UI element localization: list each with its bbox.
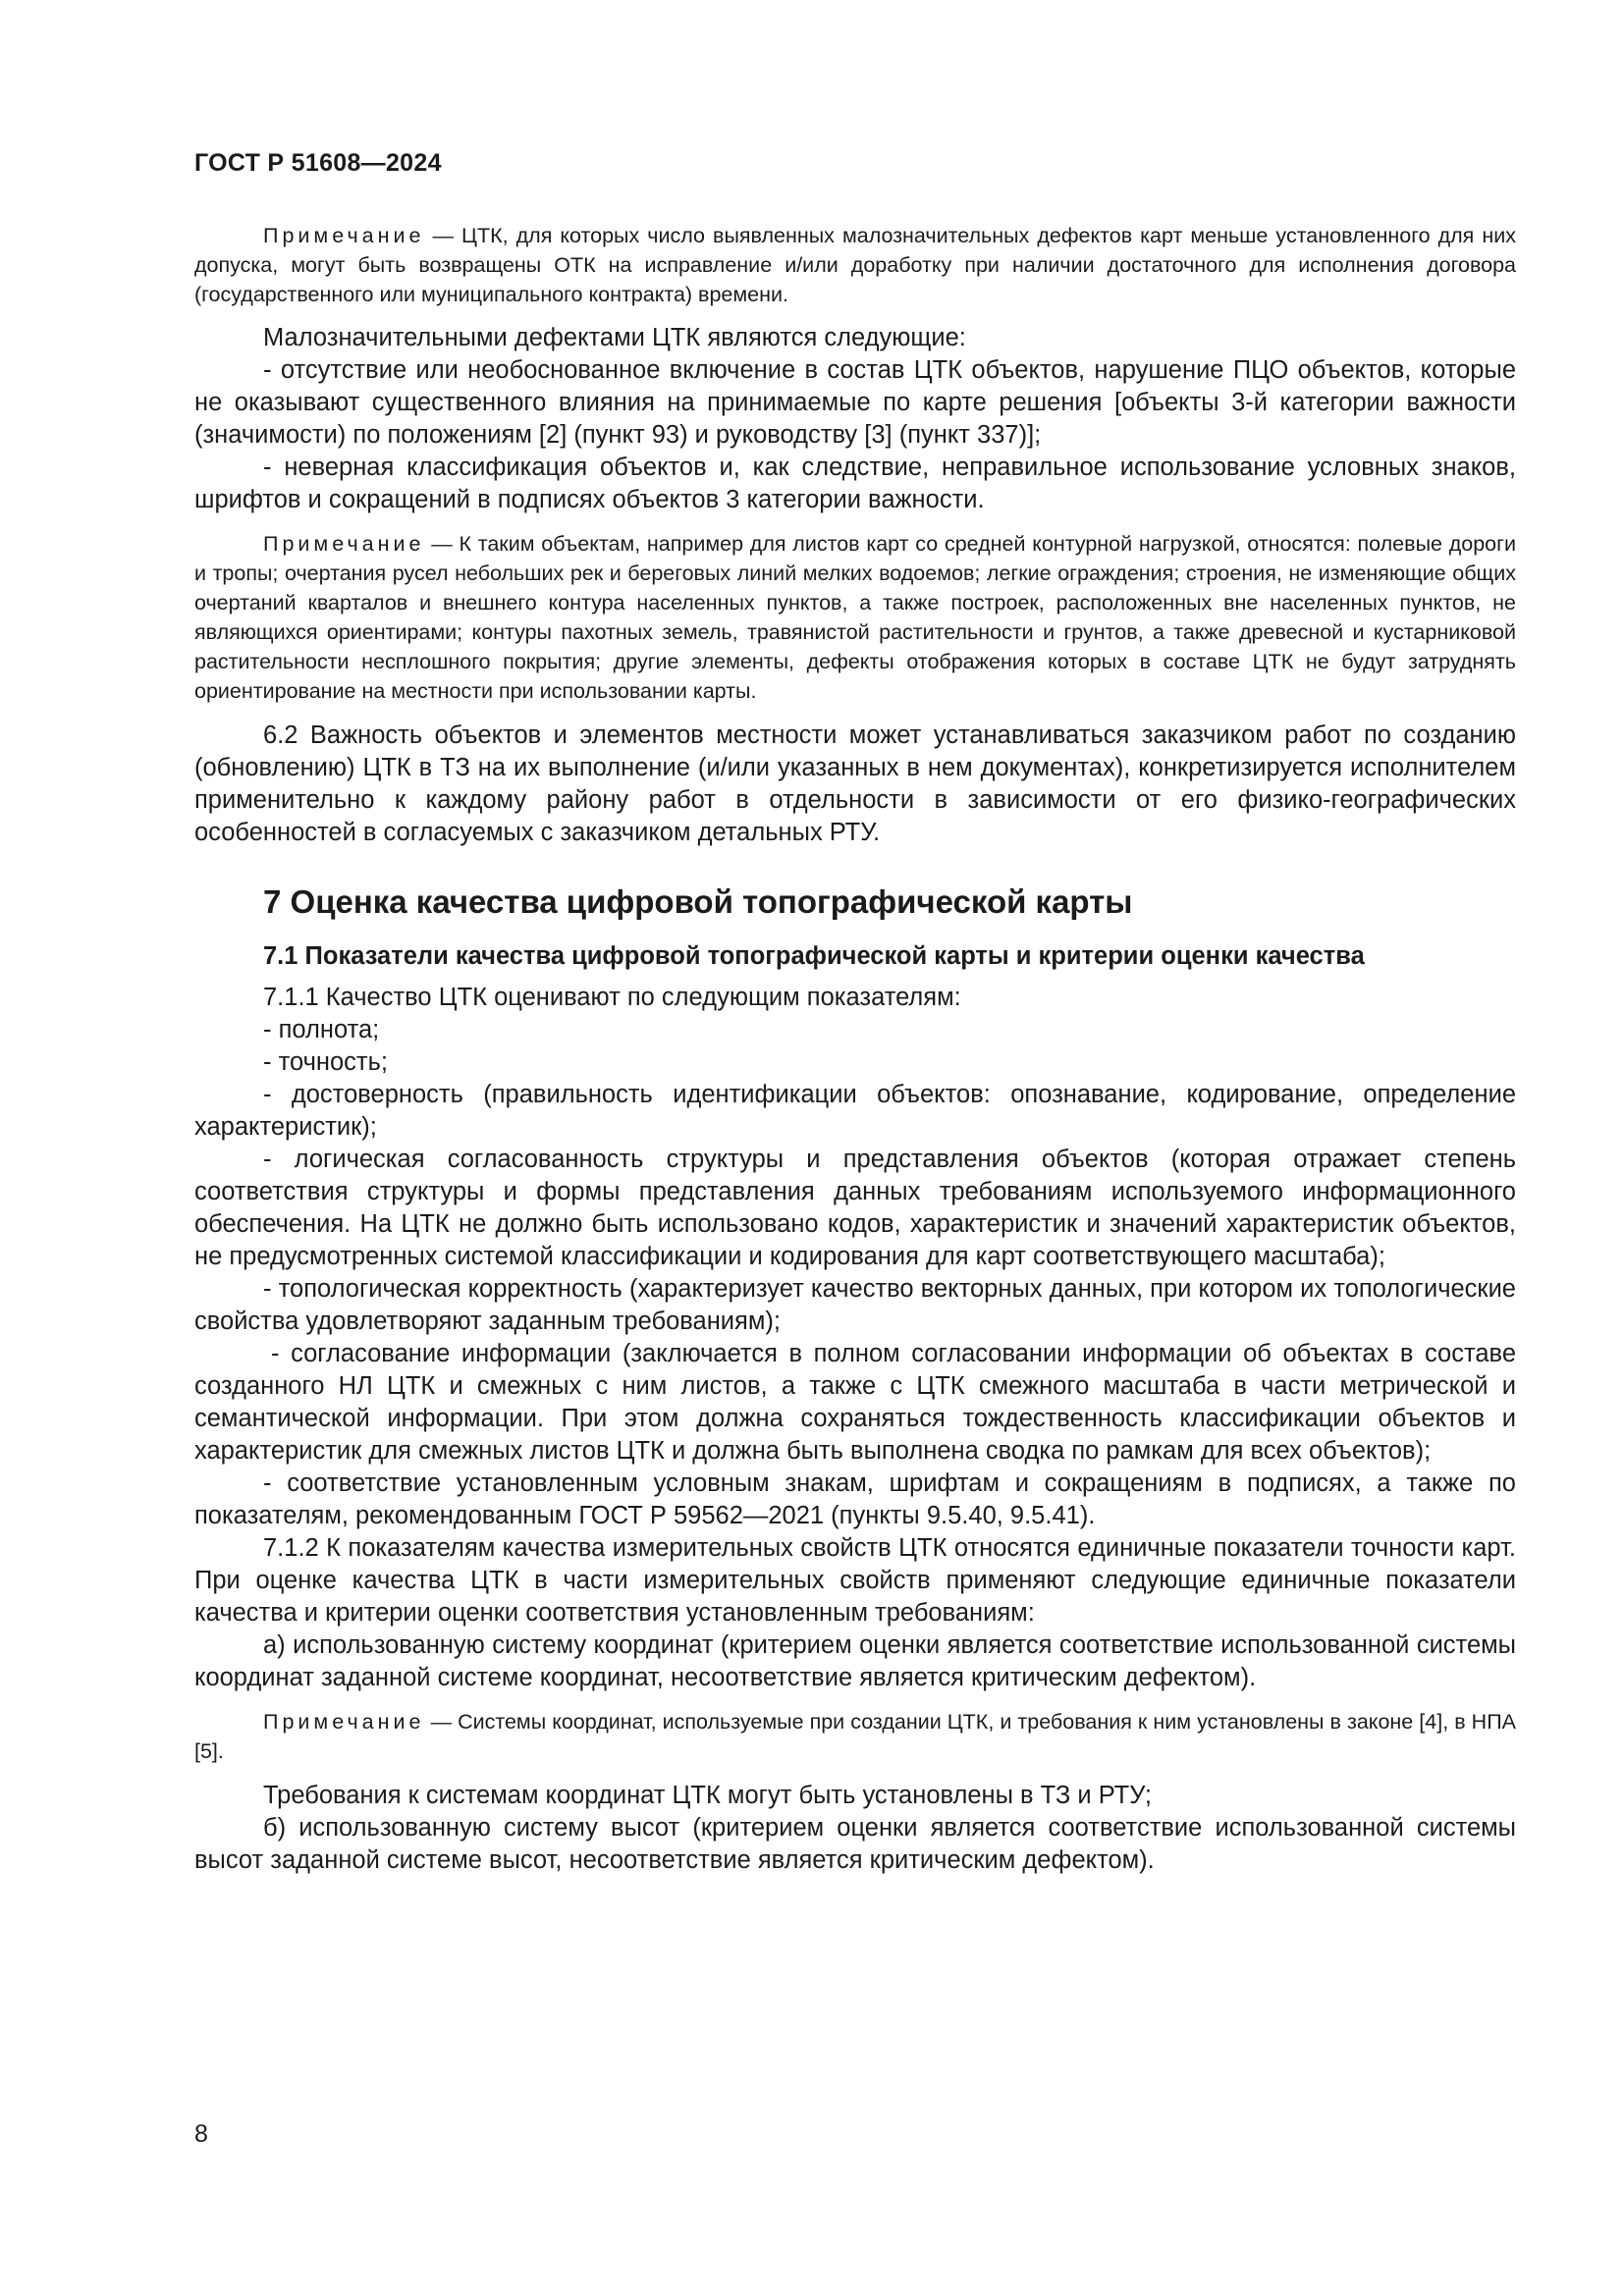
note-paragraph [194,221,1516,309]
list-item: - логическая согласованность структуры и представления объектов (которая отражает степень соответствия структуры и формы представления данных требованиям используемого информационного обеспечения. На ЦТК не должно быть использовано кодов, характеристик и значений характеристик объектов, не предусмотренных системой классификации и кодирования для карт соответствующего масштаба); [194,1146,1516,1270]
list-item: - соответствие установленным условным знакам, шрифтам и сокращениям в подписях, а также по показателям, рекомендованным ГОСТ Р 59562—2021 (пункты 9.5.40, 9.5.41). [194,1469,1516,1529]
list-item: - достоверность (правильность идентификации объектов: опознавание, кодирование, определение характеристик); [194,1081,1516,1141]
list-item: - топологическая корректность (характеризует качество векторных данных, при котором их топологические свойства удовлетворяют заданным требованиям); [194,1275,1516,1335]
note-label: Примечание [263,224,425,247]
list-item: б) использованную систему высот (критерием оценки является соответствие использованной системы высот заданной системе высот, несоответствие является критическим дефектом). [194,1814,1516,1874]
list-item: - точность; [263,1048,388,1076]
list-item: - отсутствие или необоснованное включение в состав ЦТК объектов, нарушение ПЦО объектов, которые не оказывают существенного влияния на принимаемые по карте решения [объекты 3-й категории важности (значимости) по положениям [2] (пункт 93) и руководству [3] (пункт 337)]; [194,356,1516,449]
note-paragraph [194,1707,1516,1766]
page-content [194,221,1516,1877]
page-number: 8 [194,2120,208,2148]
list-item: - согласование информации (заключается в полном согласовании информации об объектах в составе созданного НЛ ЦТК и смежных с ним листов, а также с ЦТК смежного масштаба в части метрической и семантической информации. При этом должна сохраняться тождественность классификации объектов и характеристик для смежных листов ЦТК и должна быть выполнена сводка по рамкам для всех объектов); [194,1340,1516,1465]
list-item: - полнота; [263,1016,380,1043]
clause-7-1-1: 7.1.1 Качество ЦТК оценивают по следующим показателям: [263,984,961,1011]
list-item: - неверная классификация объектов и, как следствие, неправильное использование условных знаков, шрифтов и сокращений в подписях объектов 3 категории важности. [194,454,1516,513]
note-label: Примечание [263,532,425,556]
paragraph: Малозначительными дефектами ЦТК являются следующие: [263,324,966,351]
section-heading: 7 Оценка качества цифровой топографической карты [263,883,1133,920]
list-item: а) использованную систему координат (критерием оценки является соответствие использованной системы координат заданной системе координат, несоответствие является критическим дефектом). [194,1631,1516,1691]
paragraph: Требования к системам координат ЦТК могут быть установлены в ТЗ и РТУ; [263,1782,1152,1809]
note-text: — ЦТК, для которых число выявленных малозначительных дефектов карт меньше установленного для них допуска, могут быть возвращены ОТК на исправление и/или доработку при наличии достаточного для исполнения договора (государственного или муниципального контракта) времени. [194,224,1516,306]
note-paragraph [194,529,1516,706]
clause-7-1-2: 7.1.2 К показателям качества измерительных свойств ЦТК относятся единичные показатели точности карт. При оценке качества ЦТК в части измерительных свойств применяют следующие единичные показатели качества и критерии оценки соответствия установленным требованиям: [194,1534,1516,1627]
standard-header: ГОСТ Р 51608—2024 [194,149,442,177]
note-label: Примечание [263,1710,425,1734]
subsection-heading: 7.1 Показатели качества цифровой топографической карты и критерии оценки качества [263,942,1365,970]
note-text: — Системы координат, используемые при создании ЦТК, и требования к ним установлены в законе [4], в НПА [5]. [194,1710,1517,1763]
clause-6-2: 6.2 Важность объектов и элементов местности может устанавливаться заказчиком работ по созданию (обновлению) ЦТК в ТЗ на их выполнение (и/или указанных в нем документах), конкретизируется исполнителем применительно к каждому району работ в отдельности в зависимости от его физико-географических особенностей в согласуемых с заказчиком детальных РТУ. [194,721,1516,846]
note-text: — К таким объектам, например для листов карт со средней контурной нагрузкой, относятся: полевые дороги и тропы; очертания русел небольших рек и береговых линий мелких водоемов; легкие ограждения; строения, не изменяющие общих очертаний кварталов и внешнего контура населенных пунктов, а также построек, расположенных вне населенных пунктов, не являющихся ориентирами; контуры пахотных земель, травянистой растительности и грунтов, а также древесной и кустарниковой растительности несплошного покрытия; другие элементы, дефекты отображения которых в составе ЦТК не будут затруднять ориентирование на местности при использовании карты. [194,532,1516,703]
